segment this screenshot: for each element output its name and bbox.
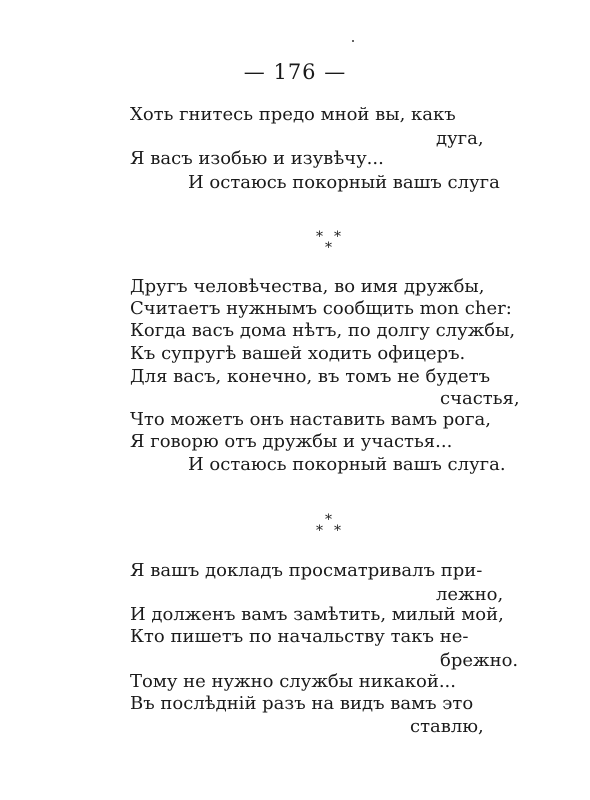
asterisk: * <box>334 523 341 539</box>
verse-line: И долженъ вамъ замѣтить, милый мой, <box>130 604 504 625</box>
page-number: — 176 — <box>243 60 347 84</box>
verse-line: Тому не нужно службы никакой... <box>130 671 457 692</box>
asterisk: * <box>316 523 323 539</box>
verse-line: Для васъ, конечно, въ томъ не будетъ <box>130 366 491 387</box>
asterisk: * <box>325 240 332 256</box>
verse-line: дуга, <box>436 128 484 149</box>
verse-line: брежно. <box>440 650 519 671</box>
ink-speck <box>352 40 354 42</box>
asterisk: * <box>325 512 332 528</box>
verse-line: ставлю, <box>410 716 484 737</box>
verse-line: лежно, <box>436 584 504 605</box>
verse-line: Считаетъ нужнымъ сообщить mon cher: <box>130 298 512 319</box>
verse-line: Я вашъ докладъ просматривалъ при- <box>130 560 483 581</box>
verse-line: Кто пишетъ по начальству такъ не- <box>130 626 469 647</box>
verse-line: Я васъ изобью и изувѣчу... <box>130 148 384 169</box>
asterisk: * <box>334 229 341 245</box>
verse-line: Что можетъ онъ наставить вамъ рога, <box>130 409 492 430</box>
verse-line: Я говорю отъ дружбы и участья... <box>130 431 453 452</box>
verse-line: Хоть гнитесь предо мной вы, какъ <box>130 104 456 125</box>
verse-line: Когда васъ дома нѣтъ, по долгу службы, <box>130 320 516 341</box>
verse-line: Другъ человѣчества, во имя дружбы, <box>130 276 485 297</box>
verse-line: И остаюсь покорный вашъ слуга. <box>188 454 506 475</box>
verse-line: счастья, <box>440 388 520 409</box>
verse-line: Въ послѣдній разъ на видъ вамъ это <box>130 693 474 714</box>
verse-line: И остаюсь покорный вашъ слуга <box>188 172 500 193</box>
verse-line: Къ супругѣ вашей ходить офицеръ. <box>130 343 466 364</box>
asterisk: * <box>316 229 323 245</box>
